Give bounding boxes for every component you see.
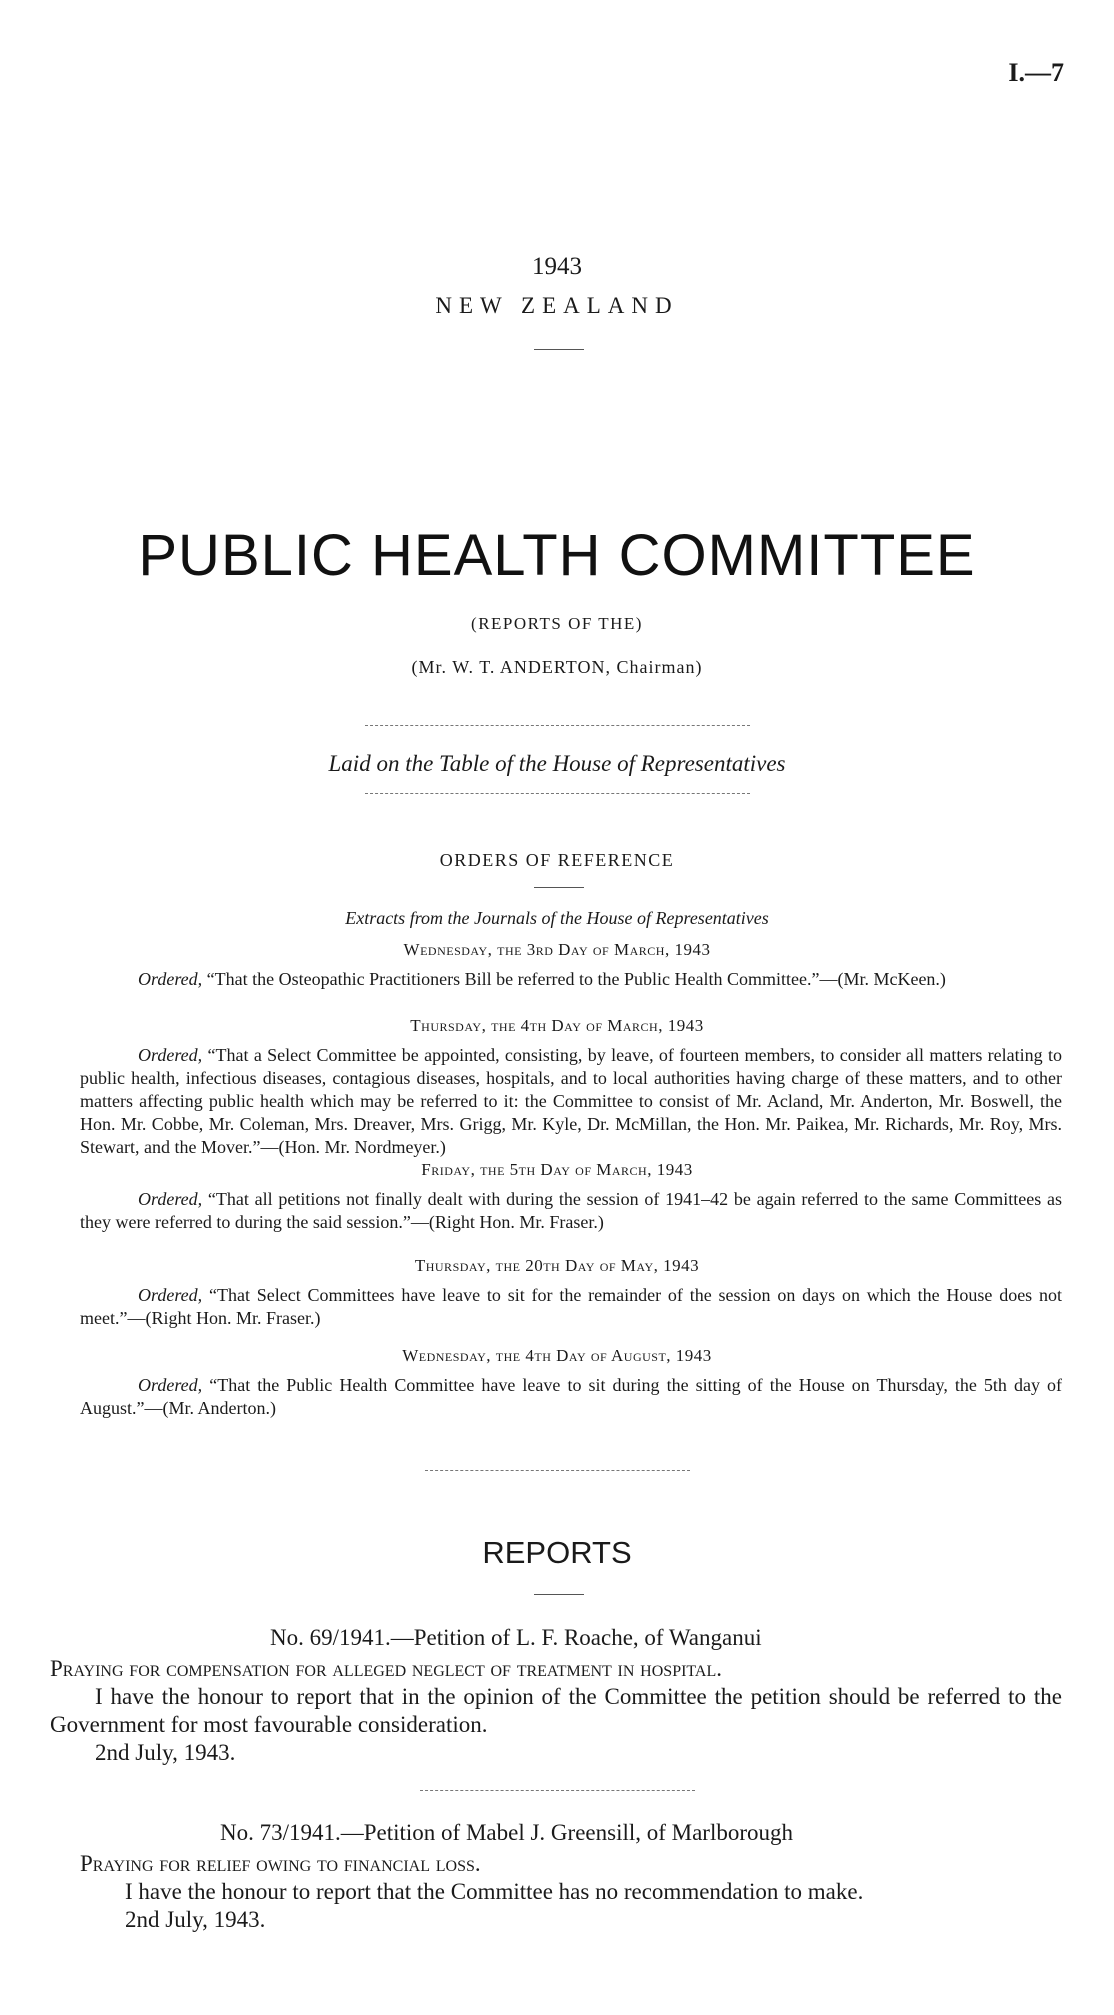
order-date: Thursday, the 4th Day of March, 1943: [410, 1016, 704, 1035]
order-text: [80, 968, 1062, 991]
praying-text: Praying for compensation for alleged neglect of treatment in hospital.: [50, 1656, 722, 1681]
order-date: Friday, the 5th Day of March, 1943: [421, 1160, 693, 1179]
ordered-label: Ordered,: [138, 1045, 203, 1065]
ordered-label: Ordered,: [138, 1375, 203, 1395]
praying-text: Praying for relief owing to financial loss.: [80, 1851, 481, 1876]
country: NEW ZEALAND: [435, 293, 679, 318]
order-date: Wednesday, the 3rd Day of March, 1943: [403, 940, 711, 959]
order-text: [80, 1284, 1062, 1330]
order-date: Wednesday, the 4th Day of August, 1943: [402, 1346, 712, 1365]
laid-on-table: Laid on the Table of the House of Representatives: [328, 751, 786, 776]
report-title: No. 73/1941.—Petition of Mabel J. Greensill, of Marlborough: [220, 1820, 794, 1845]
divider: [534, 1594, 584, 1595]
report-body: I have the honour to report that the Committee has no recommendation to make.: [125, 1879, 864, 1904]
order-body: “That the Public Health Committee have leave to sit during the sitting of the House on Thursday, the 5th day of August.”—(Mr. Anderton.): [80, 1375, 1063, 1418]
report-praying: [80, 1850, 1062, 1878]
order-body: “That the Osteopathic Practitioners Bill be referred to the Public Health Committee.”—(Mr. McKeen.): [206, 969, 946, 989]
ordered-label: Ordered,: [138, 969, 203, 989]
order-body: “That Select Committees have leave to sit for the remainder of the session on days on which the House does not meet.”—(Right Hon. Mr. Fraser.): [80, 1285, 1062, 1328]
document-subtitle: (REPORTS OF THE): [471, 614, 643, 633]
report-date: 2nd July, 1943.: [125, 1907, 266, 1932]
divider: [365, 793, 750, 794]
page-reference: I.—7: [1008, 58, 1064, 87]
chairman-line: (Mr. W. T. ANDERTON, Chairman): [411, 657, 703, 677]
report-body: I have the honour to report that in the opinion of the Committee the petition should be referred to the Government for most favourable consideration.: [50, 1684, 1062, 1737]
report-title: No. 69/1941.—Petition of L. F. Roache, of Wanganui: [270, 1625, 762, 1650]
report-date: 2nd July, 1943.: [95, 1740, 236, 1765]
extracts-heading: Extracts from the Journals of the House of Representatives: [345, 908, 769, 928]
divider: [425, 1470, 690, 1471]
ordered-label: Ordered,: [138, 1285, 203, 1305]
year: 1943: [532, 253, 582, 280]
divider: [420, 1790, 695, 1791]
divider: [534, 349, 584, 350]
order-body: “That all petitions not finally dealt with during the session of 1941–42 be again referred to the same Committees as they were referred to during the said session.”—(Right Hon. Mr. Fraser.): [80, 1189, 1063, 1232]
order-text: [80, 1374, 1062, 1420]
order-date: Thursday, the 20th Day of May, 1943: [414, 1256, 700, 1275]
orders-heading: ORDERS OF REFERENCE: [439, 850, 675, 870]
divider: [365, 725, 750, 726]
order-text: [80, 1188, 1062, 1234]
divider: [534, 887, 584, 888]
document-title: PUBLIC HEALTH COMMITTEE: [138, 523, 976, 588]
order-body: “That a Select Committee be appointed, consisting, by leave, of fourteen members, to consider all matters relating to public health, infectious diseases, contagious diseases, hospitals, and to local authorities having charge of these matters, and to other matters affecting public health which may be referred to it: the Committee to consist of Mr. Acland, Mr. Anderton, Mr. Boswell, the Hon. Mr. Cobbe, Mr. Coleman, Mrs. Dreaver, Mrs. Grigg, Mr. Kyle, Dr. McMillan, the Hon. Mr. Paikea, Mr. Richards, Mr. Roy, Mrs. Stewart, and the Mover.”—(Hon. Mr. Nordmeyer.): [80, 1045, 1062, 1157]
report-praying: [50, 1655, 1062, 1683]
reports-heading: REPORTS: [482, 1535, 632, 1570]
order-text: [80, 1044, 1062, 1159]
ordered-label: Ordered,: [138, 1189, 203, 1209]
